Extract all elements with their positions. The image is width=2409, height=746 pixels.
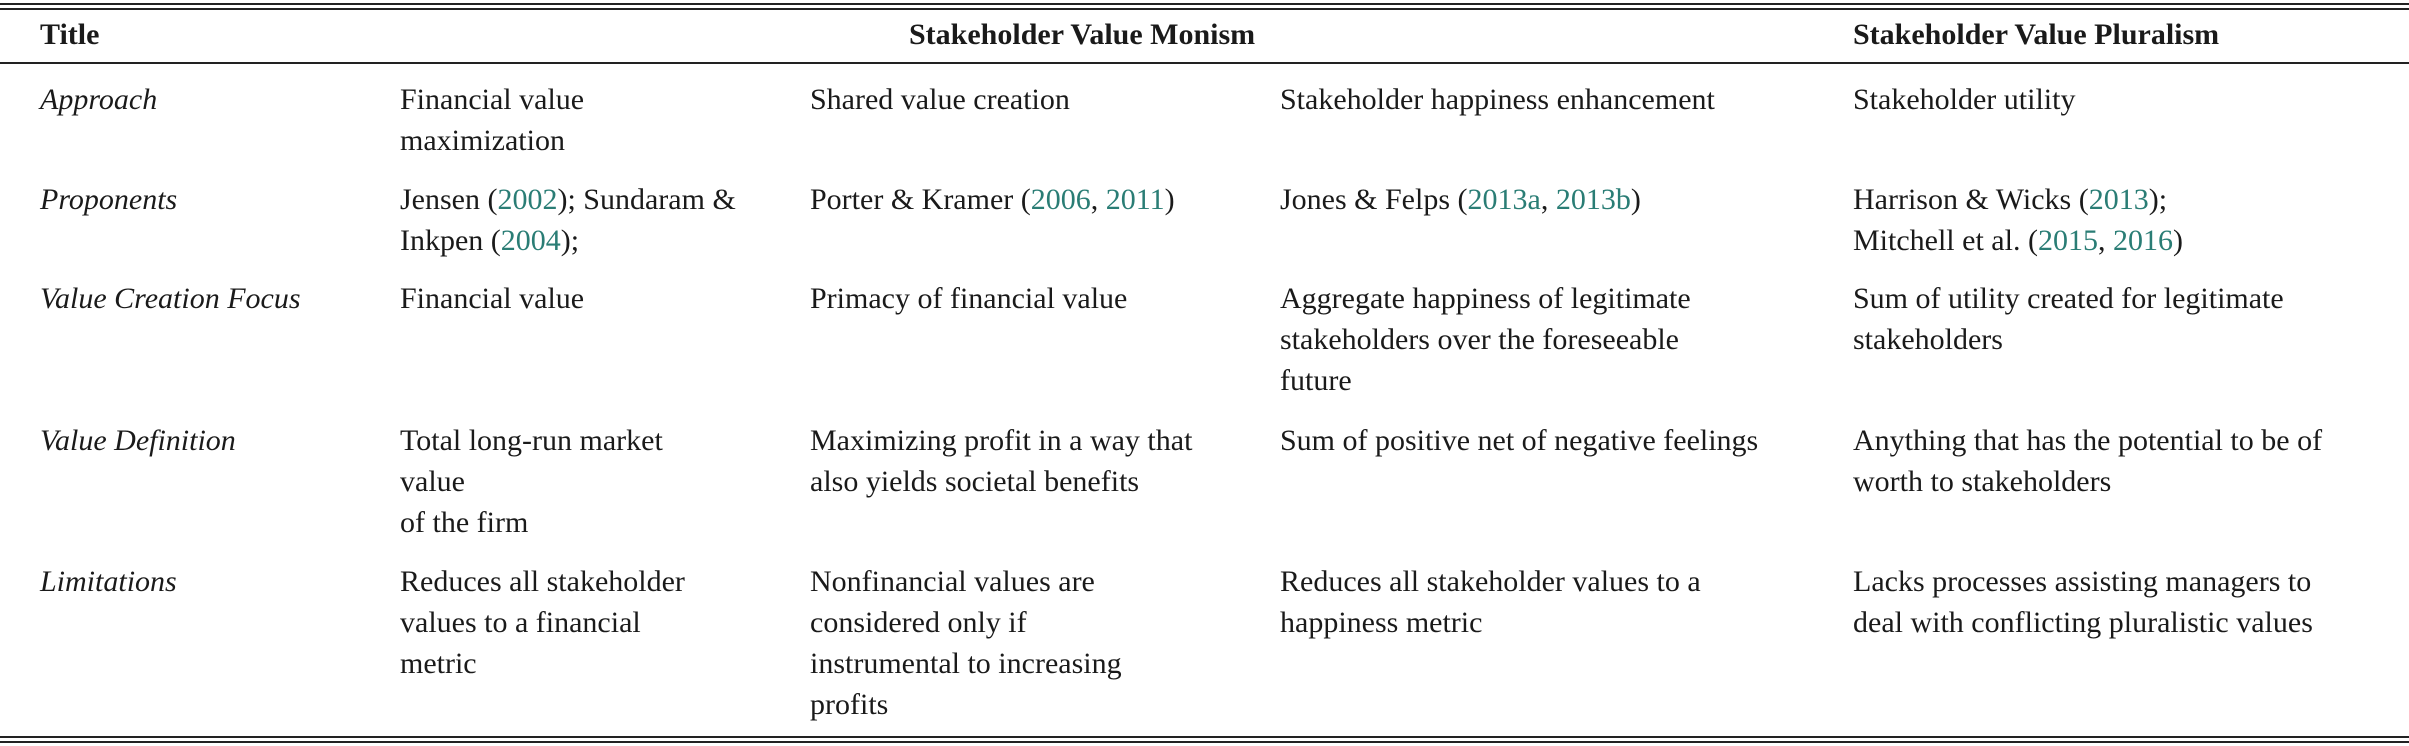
citation-year-link[interactable]: 2013b [1555, 183, 1631, 216]
citation-author: Jensen ( [400, 183, 498, 216]
text-line [400, 220, 833, 261]
text-line: Nonfinancial values are [810, 565, 1095, 598]
text-line: stakeholders [1853, 323, 2003, 356]
bottom-rule-inner [0, 736, 2409, 738]
row-label-value-creation-focus: Value Creation Focus [40, 282, 301, 315]
top-rule-outer [0, 3, 2409, 5]
cell-limitations-utility [1853, 561, 2409, 643]
row-label-proponents: Proponents [40, 183, 178, 216]
text-line: of the firm [400, 506, 529, 539]
text-line: Reduces all stakeholder values to a [1280, 565, 1701, 598]
citation-text: ); [560, 224, 580, 257]
citation-text: ); [2148, 183, 2168, 216]
cell-focus-financial [400, 278, 813, 319]
cell-proponents-financial [400, 179, 833, 261]
citation-year-link[interactable]: 2013a [1467, 183, 1541, 216]
citation-text: ) [1164, 183, 1175, 216]
row-label-approach: Approach [40, 83, 158, 116]
text-line: considered only if [810, 606, 1027, 639]
text-line: values to a financial [400, 606, 641, 639]
header-monism: Stakeholder Value Monism [909, 18, 1256, 51]
cell-approach-shared [810, 79, 1293, 120]
text-line: Maximizing profit in a way that [810, 424, 1193, 457]
citation-year-link[interactable]: 2006 [1030, 183, 1091, 216]
text-line: happiness metric [1280, 606, 1483, 639]
citation-year-link[interactable]: 2002 [497, 183, 558, 216]
row-label-value-definition: Value Definition [40, 424, 236, 457]
citation-year-link[interactable]: 2011 [1105, 183, 1165, 216]
citation-text: ) [1630, 183, 1641, 216]
citation-year-link[interactable]: 2013 [2088, 183, 2149, 216]
citation-author: Jones & Felps ( [1280, 183, 1468, 216]
cell-approach-utility [1853, 79, 2409, 120]
citation-year-link[interactable]: 2016 [2112, 224, 2173, 257]
citation-author: Mitchell et al. ( [1853, 224, 2038, 257]
text-line [400, 179, 833, 220]
citation-text: ) [2172, 224, 2183, 257]
text-line: profits [810, 688, 889, 721]
text-line: Reduces all stakeholder [400, 565, 685, 598]
text-line: instrumental to increasing [810, 647, 1122, 680]
cell-approach-happiness [1280, 79, 1873, 120]
citation-year-link[interactable]: 2015 [2037, 224, 2098, 257]
citation-text: , [1540, 183, 1556, 216]
cell-definition-happiness [1280, 420, 1883, 461]
text-line [1853, 220, 2409, 261]
cell-proponents-happiness [1280, 179, 1873, 220]
text-line: maximization [400, 124, 565, 157]
text-line: Stakeholder utility [1853, 83, 2076, 116]
text-line: Financial value [400, 83, 585, 116]
header-rule [0, 62, 2409, 64]
citation-author: Porter & Kramer ( [810, 183, 1031, 216]
cell-proponents-shared [810, 179, 1303, 220]
text-line: also yields societal benefits [810, 465, 1140, 498]
cell-definition-financial [400, 420, 813, 543]
top-rule-inner [0, 8, 2409, 10]
citation-year-link[interactable]: 2004 [500, 224, 561, 257]
text-line: Primacy of financial value [810, 282, 1128, 315]
text-line: value [400, 465, 465, 498]
citation-text: , [1090, 183, 1106, 216]
text-line [810, 179, 1303, 220]
cell-focus-shared [810, 278, 1293, 319]
text-line: Total long-run market [400, 424, 663, 457]
text-line: Shared value creation [810, 83, 1070, 116]
text-line: Sum of utility created for legitimate [1853, 282, 2284, 315]
cell-limitations-shared [810, 561, 1303, 725]
cell-proponents-utility [1853, 179, 2409, 261]
cell-approach-financial [400, 79, 793, 161]
text-line: Sum of positive net of negative feelings [1280, 424, 1759, 457]
text-line: worth to stakeholders [1853, 465, 2112, 498]
text-line: Lacks processes assisting managers to [1853, 565, 2312, 598]
row-label-limitations: Limitations [40, 565, 177, 598]
cell-limitations-financial [400, 561, 813, 684]
citation-text: ); Sundaram & [557, 183, 736, 216]
cell-definition-utility [1853, 420, 2409, 502]
text-line: Financial value [400, 282, 585, 315]
text-line: future [1280, 364, 1352, 397]
citation-author: Harrison & Wicks ( [1853, 183, 2089, 216]
citation-text: , [2097, 224, 2113, 257]
text-line [1280, 179, 1873, 220]
citation-author: Inkpen ( [400, 224, 501, 257]
cell-focus-utility [1853, 278, 2409, 360]
text-line [1853, 179, 2409, 220]
text-line: Aggregate happiness of legitimate [1280, 282, 1691, 315]
cell-limitations-happiness [1280, 561, 1873, 643]
cell-definition-shared [810, 420, 1303, 502]
text-line: Stakeholder happiness enhancement [1280, 83, 1715, 116]
text-line: Anything that has the potential to be of [1853, 424, 2323, 457]
bottom-rule-outer [0, 741, 2409, 743]
header-title: Title [40, 18, 100, 51]
text-line: metric [400, 647, 477, 680]
text-line: deal with conflicting pluralistic values [1853, 606, 2313, 639]
header-pluralism: Stakeholder Value Pluralism [1853, 18, 2220, 51]
text-line: stakeholders over the foreseeable [1280, 323, 1679, 356]
cell-focus-happiness [1280, 278, 1873, 401]
